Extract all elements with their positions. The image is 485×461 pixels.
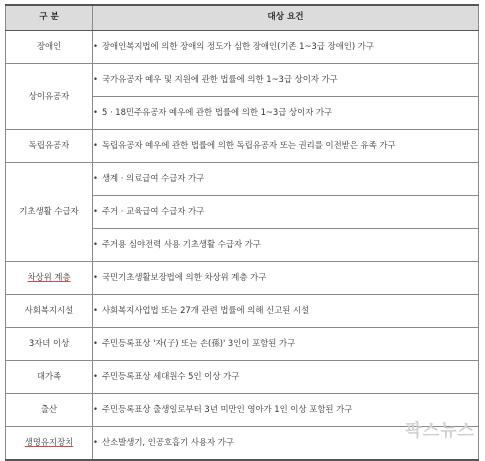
- category-cell: 대가족: [6, 361, 93, 394]
- table-row: [6, 328, 479, 361]
- category-cell: 장애인: [6, 31, 93, 64]
- bullet-icon: •: [93, 173, 98, 184]
- requirement-cell: [93, 130, 479, 163]
- watermark-logo: 팍스뉴스: [405, 421, 475, 441]
- category-text: 차상위 계층: [27, 272, 71, 283]
- requirement-cell: [93, 295, 479, 328]
- category-cell: 기초생활 수급자: [6, 163, 93, 262]
- header-requirement: 대상 요건: [93, 5, 479, 31]
- requirement-text: 독립유공자 예우에 관한 법률에 의한 독립유공자 또는 권리를 이전받은 유족 가구: [101, 140, 396, 151]
- requirement-cell: [93, 163, 479, 196]
- requirement-cell: [93, 196, 479, 229]
- table-row: [6, 295, 479, 328]
- requirement-cell: [93, 97, 479, 130]
- category-cell: [6, 262, 93, 295]
- bullet-icon: •: [93, 107, 98, 118]
- requirement-cell: [93, 31, 479, 64]
- bullet-icon: •: [93, 140, 98, 151]
- bullet-icon: •: [93, 338, 98, 349]
- bullet-icon: •: [93, 272, 98, 283]
- requirement-text: 산소발생기, 인공호흡기 사용자 가구: [101, 436, 234, 447]
- bullet-icon: •: [93, 436, 98, 447]
- requirement-cell: [93, 64, 479, 97]
- bullet-icon: •: [93, 305, 98, 316]
- table-row: [6, 31, 479, 64]
- category-cell: 상이유공자: [6, 64, 93, 130]
- requirement-text: 주거 · 교육급여 수급자 가구: [101, 206, 205, 217]
- requirement-text: 장애인복지법에 의한 장애의 정도가 심한 장애인(기존 1~3급 장애인) 가구: [101, 41, 374, 52]
- requirement-text: 주거용 심야전력 사용 기초생활 수급자 가구: [101, 239, 261, 250]
- requirement-cell: [93, 262, 479, 295]
- requirements-table: [5, 4, 479, 461]
- requirement-text: 국가유공자 예우 및 지원에 관한 법률에 의한 1~3급 상이자 가구: [101, 74, 338, 85]
- requirement-cell: [93, 328, 479, 361]
- category-text: 생명유지장치: [24, 436, 74, 447]
- bullet-icon: •: [93, 371, 98, 382]
- requirement-text: 생계 · 의료급여 수급자 가구: [101, 173, 205, 184]
- category-cell: 사회복지시설: [6, 295, 93, 328]
- table-row: [6, 130, 479, 163]
- table-row: [6, 163, 479, 196]
- bullet-icon: •: [93, 41, 98, 52]
- bullet-icon: •: [93, 239, 98, 250]
- requirement-text: 사회복지사업법 또는 27개 관련 법률에 의해 신고된 시설: [101, 305, 310, 316]
- requirement-text: 주민등록표상 '자(子) 또는 손(孫)' 3인이 포함된 가구: [101, 338, 296, 349]
- requirement-cell: [93, 361, 479, 394]
- table-row: [6, 64, 479, 97]
- table-header-row: [6, 5, 479, 31]
- requirement-text: 5 · 18민주유공자 예우에 관한 법률에 의한 1~3급 상이자 가구: [101, 107, 333, 118]
- requirement-text: 주민등록표상 출생일로부터 3년 미만인 영아가 1인 이상 포함된 가구: [101, 404, 353, 415]
- bullet-icon: •: [93, 74, 98, 85]
- requirement-cell: [93, 229, 479, 262]
- category-cell: 독립유공자: [6, 130, 93, 163]
- bullet-icon: •: [93, 206, 98, 217]
- category-cell: [6, 427, 93, 460]
- category-cell: 출산: [6, 394, 93, 427]
- table-row: [6, 361, 479, 394]
- header-category: 구 분: [6, 5, 93, 31]
- bullet-icon: •: [93, 404, 98, 415]
- requirement-text: 주민등록표상 세대원수 5인 이상 가구: [101, 371, 240, 382]
- category-cell: 3자녀 이상: [6, 328, 93, 361]
- requirement-text: 국민기초생활보장법에 의한 차상위 계층 가구: [101, 272, 267, 283]
- table-row: [6, 262, 479, 295]
